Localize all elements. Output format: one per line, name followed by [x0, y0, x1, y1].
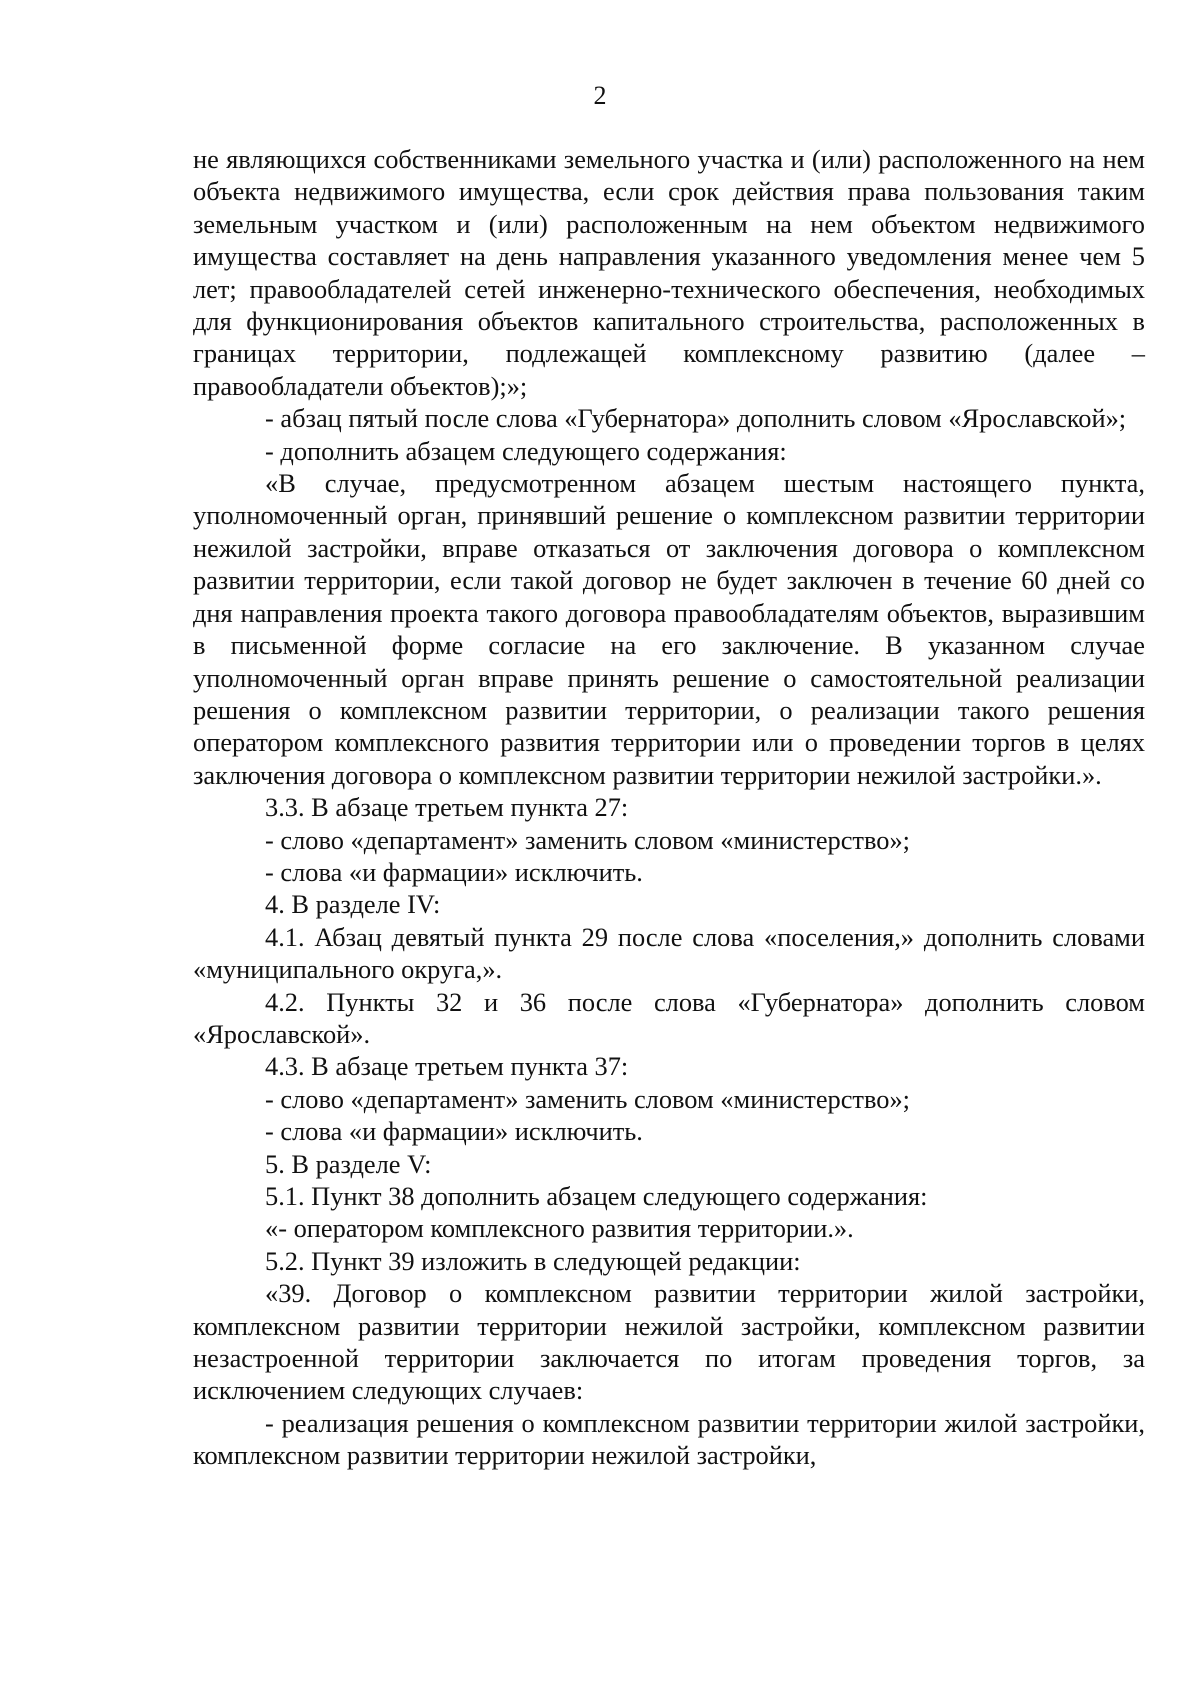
document-body — [193, 143, 1145, 1472]
paragraph: не являющихся собственниками земельного участка и (или) расположенного на нем объекта недвижимого имущества, если срок действия права пользования таким земельным участком и (или) расположенным на нем объектом недвижимого имущества составляет на день направления указанного уведомления менее чем 5 лет; правообладателей сетей инженерно-технического обеспечения, необходимых для функционирования объектов капитального строительства, расположенных в границах территории, подлежащей комплексному развитию (далее – правообладатели объектов);»; — [193, 144, 1145, 401]
paragraph: - слово «департамент» заменить словом «министерство»; — [265, 824, 910, 855]
paragraph: - слова «и фармации» исключить. — [265, 856, 643, 887]
paragraph: 4.3. В абзаце третьем пункта 37: — [265, 1051, 629, 1082]
paragraph: - абзац пятый после слова «Губернатора» дополнить словом «Ярославской»; — [265, 403, 1127, 434]
paragraph: 4. В разделе IV: — [265, 889, 441, 920]
paragraph: «- оператором комплексного развития территории.». — [265, 1213, 854, 1244]
paragraph: «В случае, предусмотренном абзацем шестым настоящего пункта, уполномоченный орган, принявший решение о комплексном развитии территории нежилой застройки, вправе отказаться от заключения договора о комплексном развитии территории, если такой договор не будет заключен в течение 60 дней со дня направления проекта такого договора правообладателям объектов, выразившим в письменной форме согласие на его заключение. В указанном случае уполномоченный орган вправе принять решение о самостоятельной реализации решения о комплексном развитии территории, о реализации такого решения оператором комплексного развития территории или о проведении торгов в целях заключения договора о комплексном развитии территории нежилой застройки.». — [193, 468, 1145, 790]
paragraph: 3.3. В абзаце третьем пункта 27: — [265, 792, 629, 823]
paragraph: 5.2. Пункт 39 изложить в следующей редакции: — [265, 1245, 801, 1276]
paragraph: 5. В разделе V: — [265, 1148, 432, 1179]
paragraph: - слово «департамент» заменить словом «министерство»; — [265, 1083, 910, 1114]
paragraph: 4.2. Пункты 32 и 36 после слова «Губернатора» дополнить словом «Ярославской». — [193, 986, 1145, 1049]
paragraph: - дополнить абзацем следующего содержания: — [265, 435, 787, 466]
paragraph: - реализация решения о комплексном развитии территории жилой застройки, комплексном развитии территории нежилой застройки, — [193, 1407, 1145, 1471]
paragraph: - слова «и фармации» исключить. — [265, 1116, 643, 1147]
paragraph: 5.1. Пункт 38 дополнить абзацем следующего содержания: — [265, 1181, 928, 1211]
page-number: 2 — [593, 81, 607, 110]
paragraph: «39. Договор о комплексном развитии территории жилой застройки, комплексном развитии территории нежилой застройки, комплексном развитии незастроенной территории заключается по итогам проведения торгов, за исключением следующих случаев: — [193, 1278, 1145, 1406]
paragraph: 4.1. Абзац девятый пункта 29 после слова «поселения,» дополнить словами «муниципального округа,». — [193, 921, 1145, 985]
